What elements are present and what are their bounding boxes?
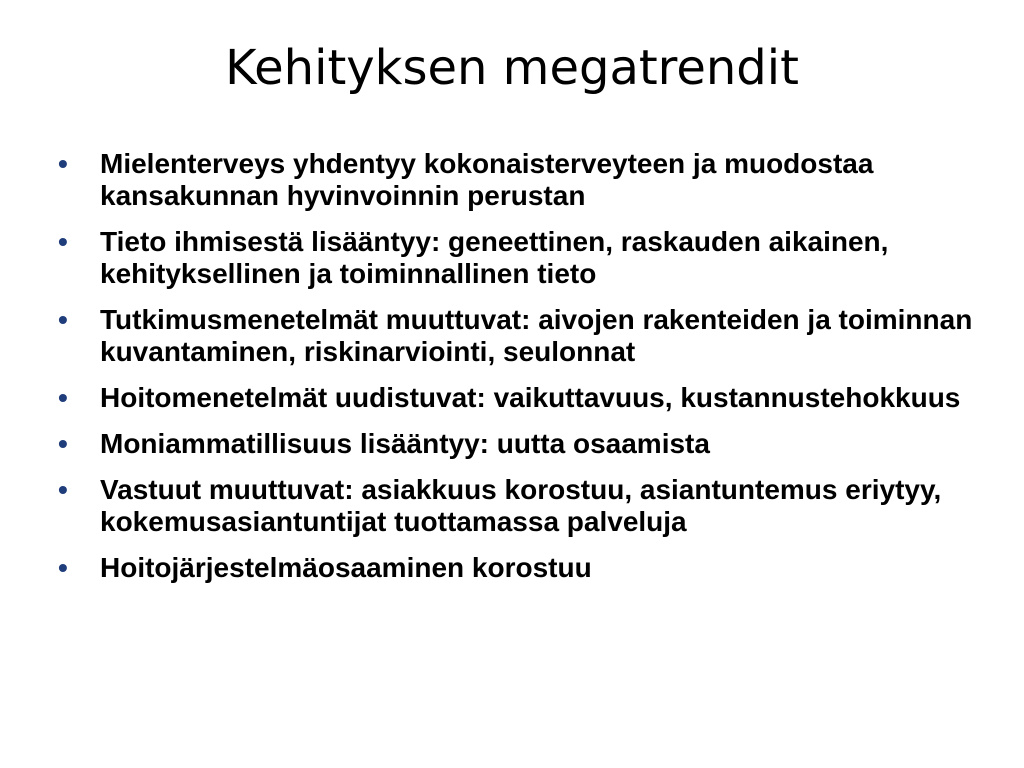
bullet-item-6 <box>58 474 978 538</box>
bullet-item-4 <box>58 382 978 414</box>
bullet-text: Moniammatillisuus lisääntyy: uutta osaamista <box>100 428 710 459</box>
bullet-item-7 <box>58 552 978 584</box>
bullet-icon: • <box>58 428 68 459</box>
bullet-icon: • <box>58 552 68 583</box>
bullet-list <box>58 148 978 598</box>
bullet-icon: • <box>58 148 68 179</box>
bullet-item-1 <box>58 148 978 212</box>
bullet-text: Hoitomenetelmät uudistuvat: vaikuttavuus, kustannustehokkuus <box>100 382 961 413</box>
bullet-text: Tutkimusmenetelmät muuttuvat: aivojen rakenteiden ja toiminnan kuvantaminen, riskinarviointi, seulonnat <box>100 304 973 367</box>
bullet-icon: • <box>58 382 68 413</box>
bullet-text: Mielenterveys yhdentyy kokonaisterveyteen ja muodostaa kansakunnan hyvinvoinnin perustan <box>100 148 874 211</box>
bullet-item-3 <box>58 304 978 368</box>
bullet-text: Hoitojärjestelmäosaaminen korostuu <box>100 552 592 583</box>
bullet-icon: • <box>58 226 68 257</box>
bullet-item-5 <box>58 428 978 460</box>
bullet-icon: • <box>58 304 68 335</box>
bullet-item-2 <box>58 226 978 290</box>
slide-title: Kehityksen megatrendit <box>225 40 799 96</box>
bullet-text: Vastuut muuttuvat: asiakkuus korostuu, asiantuntemus eriytyy, kokemusasiantuntijat tuottamassa palveluja <box>100 474 942 537</box>
bullet-text: Tieto ihmisestä lisääntyy: geneettinen, raskauden aikainen, kehityksellinen ja toiminnallinen tieto <box>100 226 889 289</box>
bullet-icon: • <box>58 474 68 505</box>
